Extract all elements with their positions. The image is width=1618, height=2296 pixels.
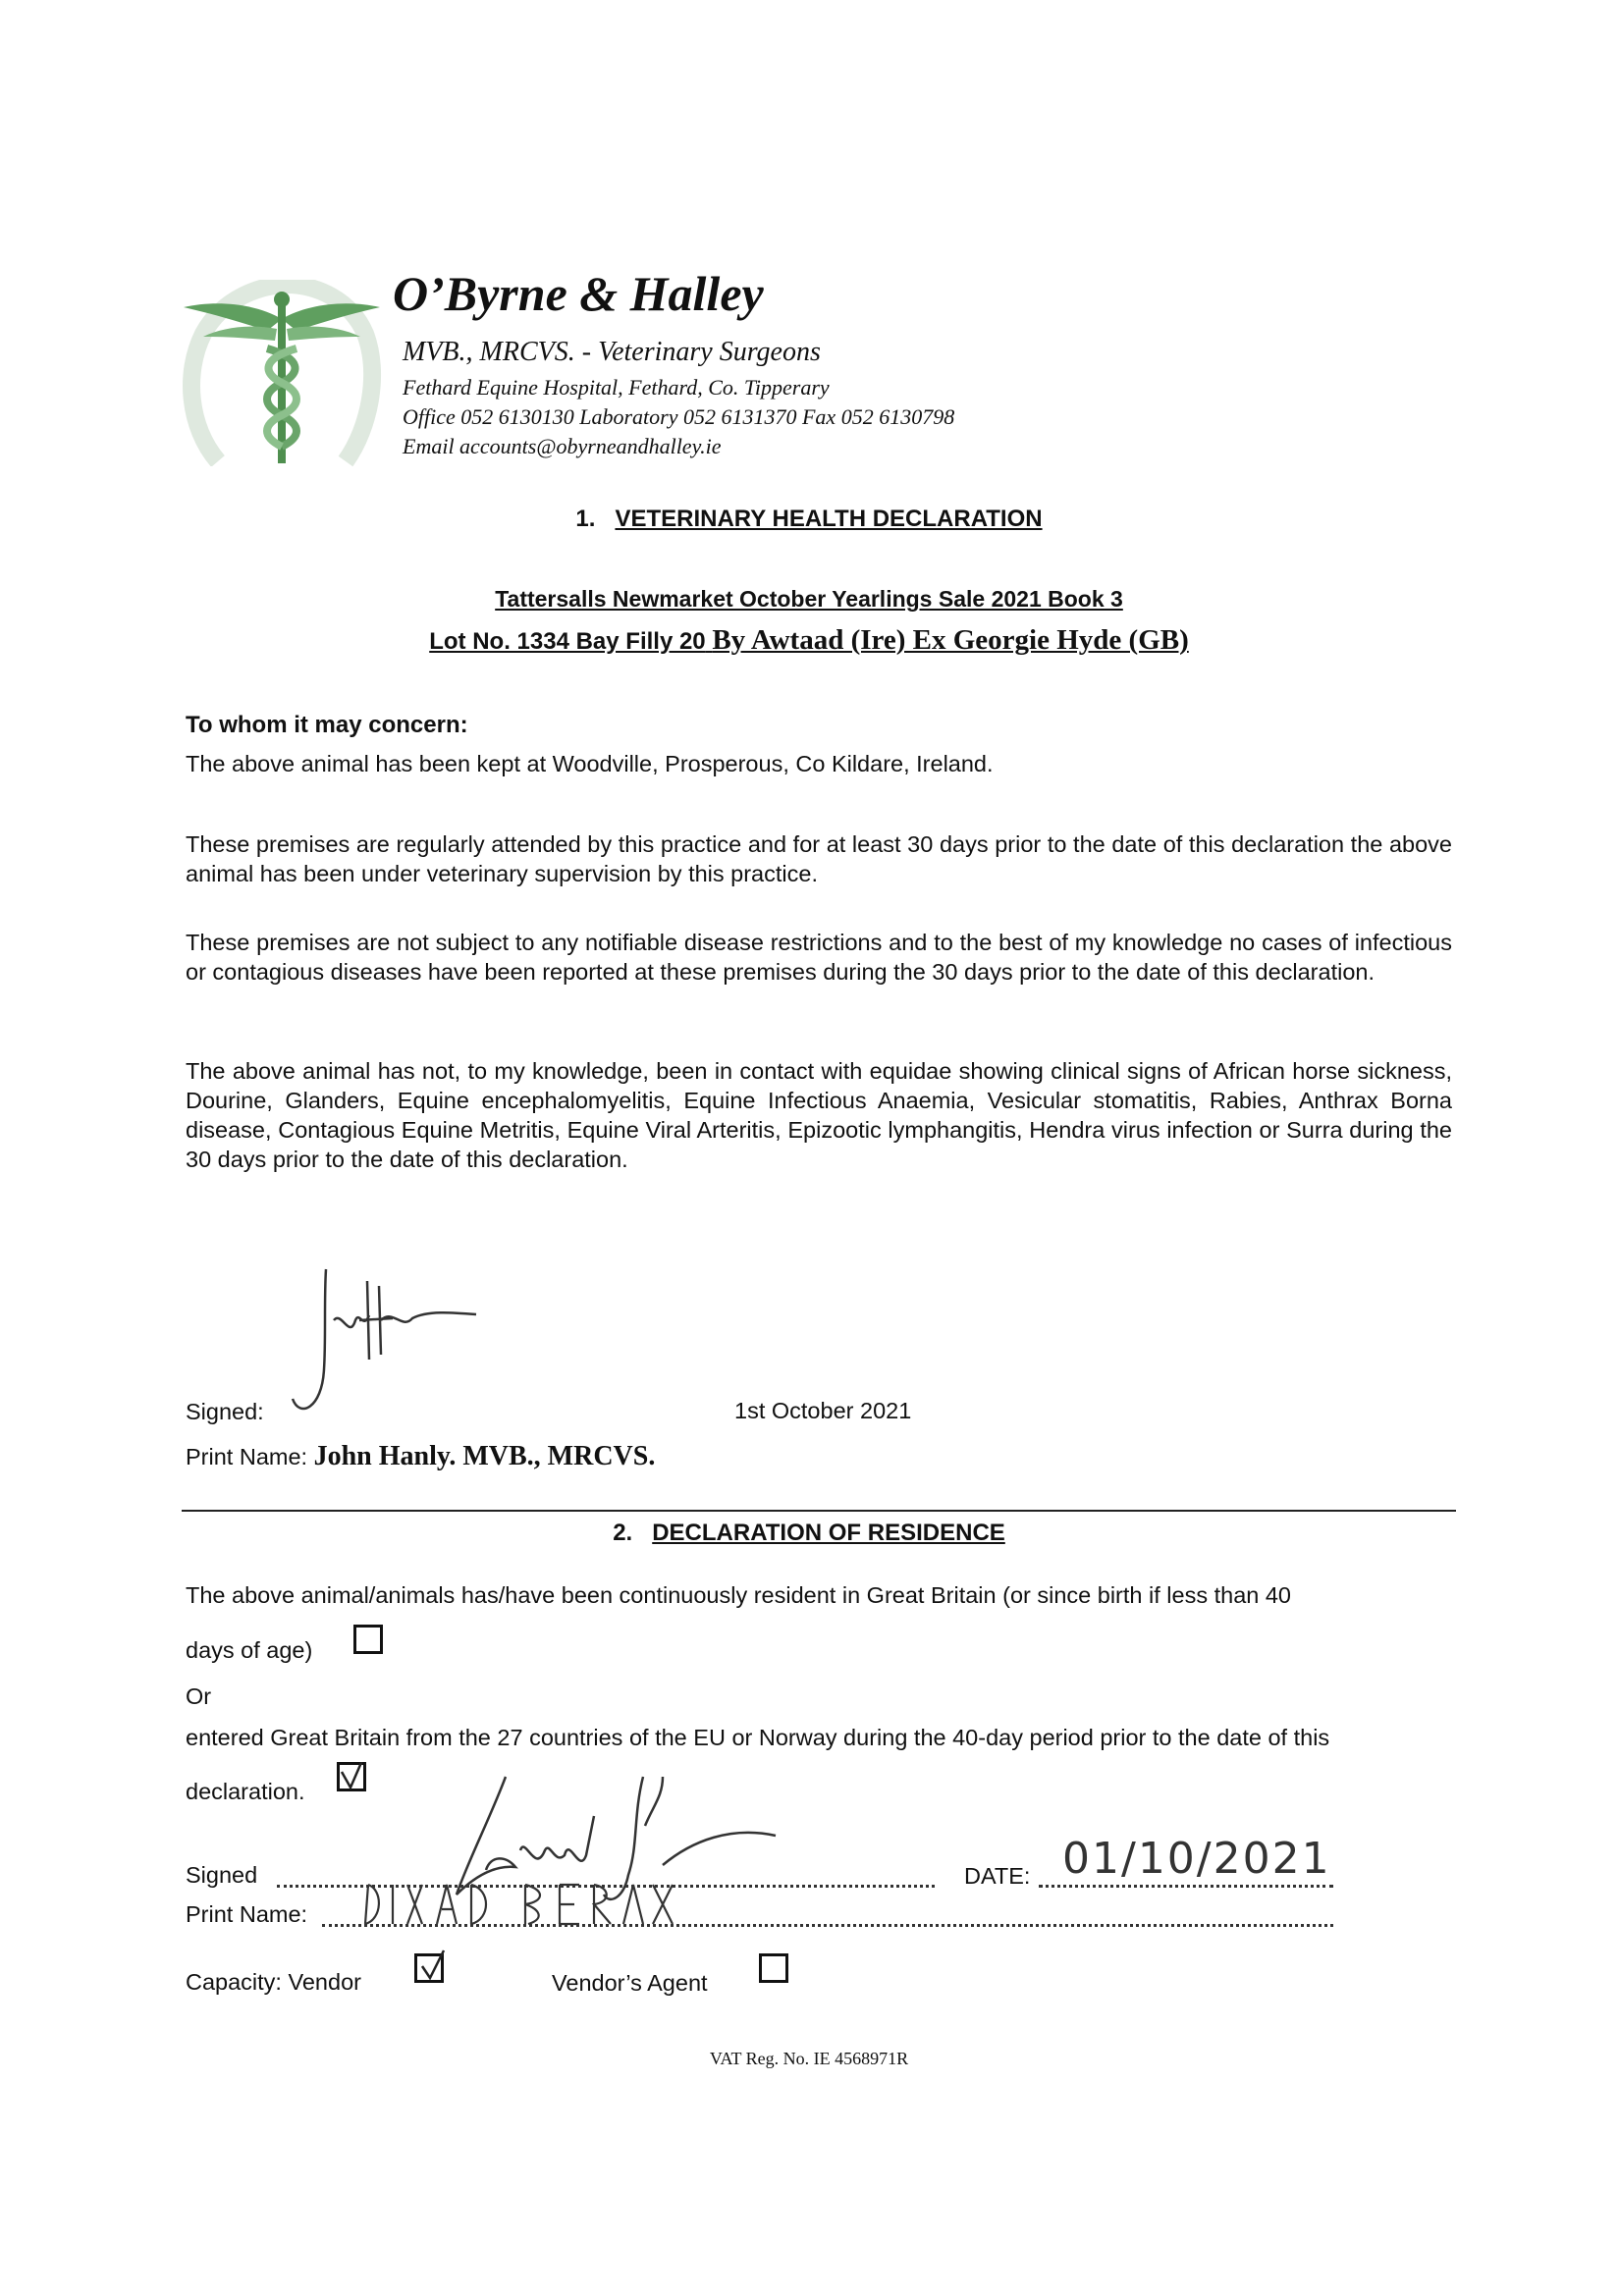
check-mark-icon — [414, 1945, 454, 1984]
paragraph-supervision: These premises are regularly attended by this practice and for at least 30 days prior to the date of this declaration the above animal has been under veterinary supervision by this practice. — [186, 831, 1452, 886]
firm-phone: Office 052 6130130 Laboratory 052 6131370 Fax 052 6130798 — [403, 404, 955, 429]
vendor-printed-name-handwriting — [353, 1870, 707, 1934]
vendor-date-line — [1039, 1885, 1333, 1888]
caduceus-horseshoe-logo — [179, 280, 385, 466]
firm-email: Email accounts@obyrneandhalley.ie — [403, 434, 722, 458]
firm-address: Fethard Equine Hospital, Fethard, Co. Tipperary — [403, 375, 830, 400]
sale-title: Tattersalls Newmarket October Yearlings Sale 2021 Book 3 — [495, 586, 1123, 612]
section-2-number: 2. — [613, 1520, 633, 1546]
lot-prefix: Lot No. 1334 Bay Filly 20 — [429, 628, 706, 655]
vendor-checkbox[interactable] — [414, 1953, 444, 1983]
vat-registration: VAT Reg. No. IE 4568971R — [709, 2049, 909, 2068]
print-name-label: Print Name: — [186, 1444, 308, 1469]
resident-text-line-1: The above animal/animals has/have been continuously resident in Great Britain (or since birth if less than 40 — [186, 1582, 1292, 1608]
section-1-heading — [0, 506, 1618, 533]
paragraph-restrictions: These premises are not subject to any notifiable disease restrictions and to the best of my knowledge no cases of infectious or contagious diseases have been reported at these premises during the 30 days prior to the date of this declaration. — [186, 930, 1452, 985]
print-name-row — [186, 1441, 655, 1472]
paragraph-premises: The above animal has been kept at Woodville, Prosperous, Co Kildare, Ireland. — [186, 751, 994, 776]
check-mark-icon — [337, 1762, 366, 1791]
lot-line — [0, 624, 1618, 657]
entered-checkbox[interactable] — [337, 1762, 366, 1791]
section-2-title: DECLARATION OF RESIDENCE — [652, 1520, 1005, 1546]
resident-checkbox[interactable] — [353, 1625, 383, 1654]
firm-name: O’Byrne & Halley — [393, 266, 764, 321]
vendors-agent-label: Vendor’s Agent — [552, 1970, 708, 1996]
paragraph-contact: The above animal has not, to my knowledge, been in contact with equidae showing clinical signs of African horse sickness, Dourine, Glanders, Equine encephalomyelitis, Equine Infectious Anaemia, Vesicular stomatitis, Rabies, Anthrax Borna disease, Contagious Equine Metritis, Equine Viral Arteritis, Epizootic lymphangitis, Hendra virus infection or Surra during the 30 days prior to the date of this declaration. — [186, 1058, 1452, 1172]
firm-qualifications: MVB., MRCVS. - Veterinary Surgeons — [403, 337, 821, 367]
lot-pedigree: By Awtaad (Ire) Ex Georgie Hyde (GB) — [712, 624, 1189, 656]
vendor-date-label: DATE: — [964, 1863, 1031, 1889]
signed-date: 1st October 2021 — [734, 1398, 912, 1423]
salutation: To whom it may concern: — [186, 712, 468, 738]
vendor-date-value: 01/10/2021 — [1062, 1834, 1331, 1884]
section-divider — [182, 1510, 1456, 1512]
signed-label: Signed: — [186, 1399, 264, 1424]
section-1-number: 1. — [575, 506, 596, 532]
resident-text-line-2: days of age) — [186, 1637, 313, 1663]
vet-signature — [265, 1261, 491, 1428]
print-name-value: John Hanly. MVB., MRCVS. — [313, 1441, 656, 1471]
section-2-heading — [0, 1520, 1618, 1547]
vendor-print-name-label: Print Name: — [186, 1901, 308, 1927]
vendor-signed-label: Signed — [186, 1862, 258, 1888]
entered-text-line-2: declaration. — [186, 1779, 305, 1804]
capacity-vendor-label: Capacity: Vendor — [186, 1969, 361, 1995]
vendors-agent-checkbox[interactable] — [759, 1953, 788, 1983]
or-label: Or — [186, 1683, 212, 1709]
section-1-title: VETERINARY HEALTH DECLARATION — [615, 506, 1043, 532]
entered-text-line-1: entered Great Britain from the 27 countries of the EU or Norway during the 40-day period prior to the date of this — [186, 1725, 1330, 1750]
